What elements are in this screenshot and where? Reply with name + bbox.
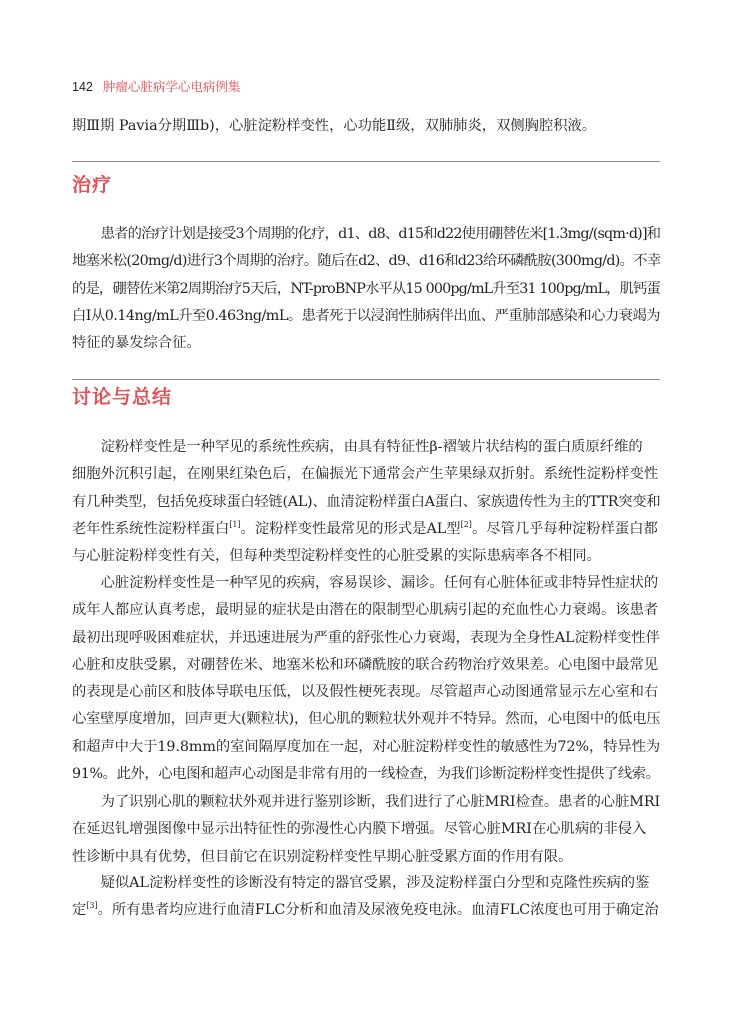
discussion-line: 细胞外沉积引起，在刚果红染色后，在偏振光下通常会产生苹果绿双折射。系统性淀粉样变性 (72, 466, 659, 483)
discussion-paragraph-2 (72, 570, 660, 788)
discussion-line: 疑似AL淀粉样变性的诊断没有特定的器官受累，涉及淀粉样蛋白分型和克隆性疾病的鉴 (100, 875, 650, 891)
text-segment: 老年性系统性淀粉样蛋白 (72, 520, 230, 537)
discussion-line: 心脏淀粉样变性是一种罕见的疾病，容易误诊、漏诊。任何有心脏体征或非特异性症状的 (100, 575, 659, 591)
page-number: 142 (72, 80, 93, 94)
treatment-line: 的是，硼替佐米第2周期治疗5天后，NT-proBNP水平从15 000pg/mL升至31 100pg/mL，肌钙蛋 (72, 280, 660, 297)
discussion-line: 和超声中大于19.8mm的室间隔厚度加在一起，对心脏淀粉样变性的敏感性为72%，特异性为 (72, 738, 661, 755)
discussion-paragraph-1 (72, 434, 660, 570)
book-title: 肿瘤心脏病学心电病例集 (102, 79, 241, 94)
discussion-line: 在延迟钆增强图像中显示出特征性的弥漫性心内膜下增强。尽管心脏MRI在心肌病的非侵入 (72, 821, 647, 838)
discussion-line: 91%。此外，心电图和超声心动图是非常有用的一线检查，为我们诊断淀粉样变性提供了线索。 (72, 766, 660, 783)
discussion-line: 成年人都应认真考虑，最明显的症状是由潜在的限制型心肌病引起的充血性心力衰竭。该患者 (72, 602, 659, 619)
discussion-line: 最初出现呼吸困难症状，并迅速进展为严重的舒张性心力衰竭，表现为全身性AL淀粉样变性伴 (72, 629, 660, 646)
treatment-line: 白Ⅰ从0.14ng/mL升至0.463ng/mL。患者死于以浸润性肺病伴出血、严重肺部感染和心力衰竭为 (72, 307, 661, 324)
section-divider (72, 379, 660, 380)
treatment-paragraph (72, 221, 660, 357)
citation-ref: [2] (460, 520, 472, 530)
discussion-line (72, 516, 660, 543)
discussion-line: 性诊断中具有优势，但目前它在识别淀粉样变性早期心脏受累方面的作用有限。 (72, 848, 573, 865)
lead-line: 期Ⅲ期 Pavia分期Ⅲb)，心脏淀粉样变性，心功能Ⅱ级，双肺肺炎，双侧胸腔积液。 (72, 118, 597, 134)
discussion-line: 心脏和皮肤受累，对硼替佐米、地塞米松和环磷酰胺的联合药物治疗效果差。心电图中最常见 (72, 656, 659, 673)
discussion-line: 有几种类型，包括免疫球蛋白轻链(AL)、血清淀粉样蛋白A蛋白、家族遗传性为主的TTR突变和 (72, 493, 661, 510)
section-heading-treatment: 治疗 (72, 174, 113, 196)
text-segment: 。所有患者均应进行血清FLC分析和血清及尿液免疫电泳。血清FLC浓度也可用于确定治 (97, 902, 659, 919)
running-head (72, 79, 240, 95)
text-segment: 。尽管几乎每种淀粉样蛋白都 (471, 520, 658, 537)
discussion-paragraph-3 (72, 789, 660, 871)
section-divider (72, 161, 660, 162)
citation-ref: [1] (229, 520, 241, 530)
discussion-line: 为了识别心肌的颗粒状外观并进行鉴别诊断，我们进行了心脏MRI检查。患者的心脏MRI (100, 794, 661, 810)
discussion-paragraph-4 (72, 870, 660, 925)
text-segment: 定 (72, 902, 87, 919)
treatment-line: 地塞米松(20mg/d)进行3个周期的治疗。随后在d2、d9、d16和d23给环磷酰胺(300mg/d)。不幸 (72, 253, 661, 270)
discussion-line: 淀粉样变性是一种罕见的系统性疾病，由具有特征性β-褶皱片状结构的蛋白质原纤维的 (100, 439, 643, 455)
treatment-line: 患者的治疗计划是接受3个周期的化疗，d1、d8、d15和d22使用硼替佐米[1.3mg/(sqm·d)]和 (100, 226, 661, 242)
text-segment: 。淀粉样变性最常见的形式是AL型 (240, 520, 461, 537)
citation-ref: [3] (86, 901, 98, 911)
discussion-line: 与心脏淀粉样变性有关，但每种类型淀粉样变性的心脏受累的实际患病率各不相同。 (72, 548, 601, 565)
discussion-line: 心室壁厚度增加，回声更大(颗粒状)，但心肌的颗粒状外观并不特异。然而，心电图中的低电压 (72, 711, 661, 728)
treatment-line: 特征的暴发综合征。 (72, 335, 201, 352)
discussion-line: 的表现是心前区和肢体导联电压低，以及假性梗死表现。尽管超声心动图通常显示左心室和右 (72, 684, 659, 701)
section-heading-discussion: 讨论与总结 (72, 386, 173, 408)
discussion-line (72, 897, 660, 924)
